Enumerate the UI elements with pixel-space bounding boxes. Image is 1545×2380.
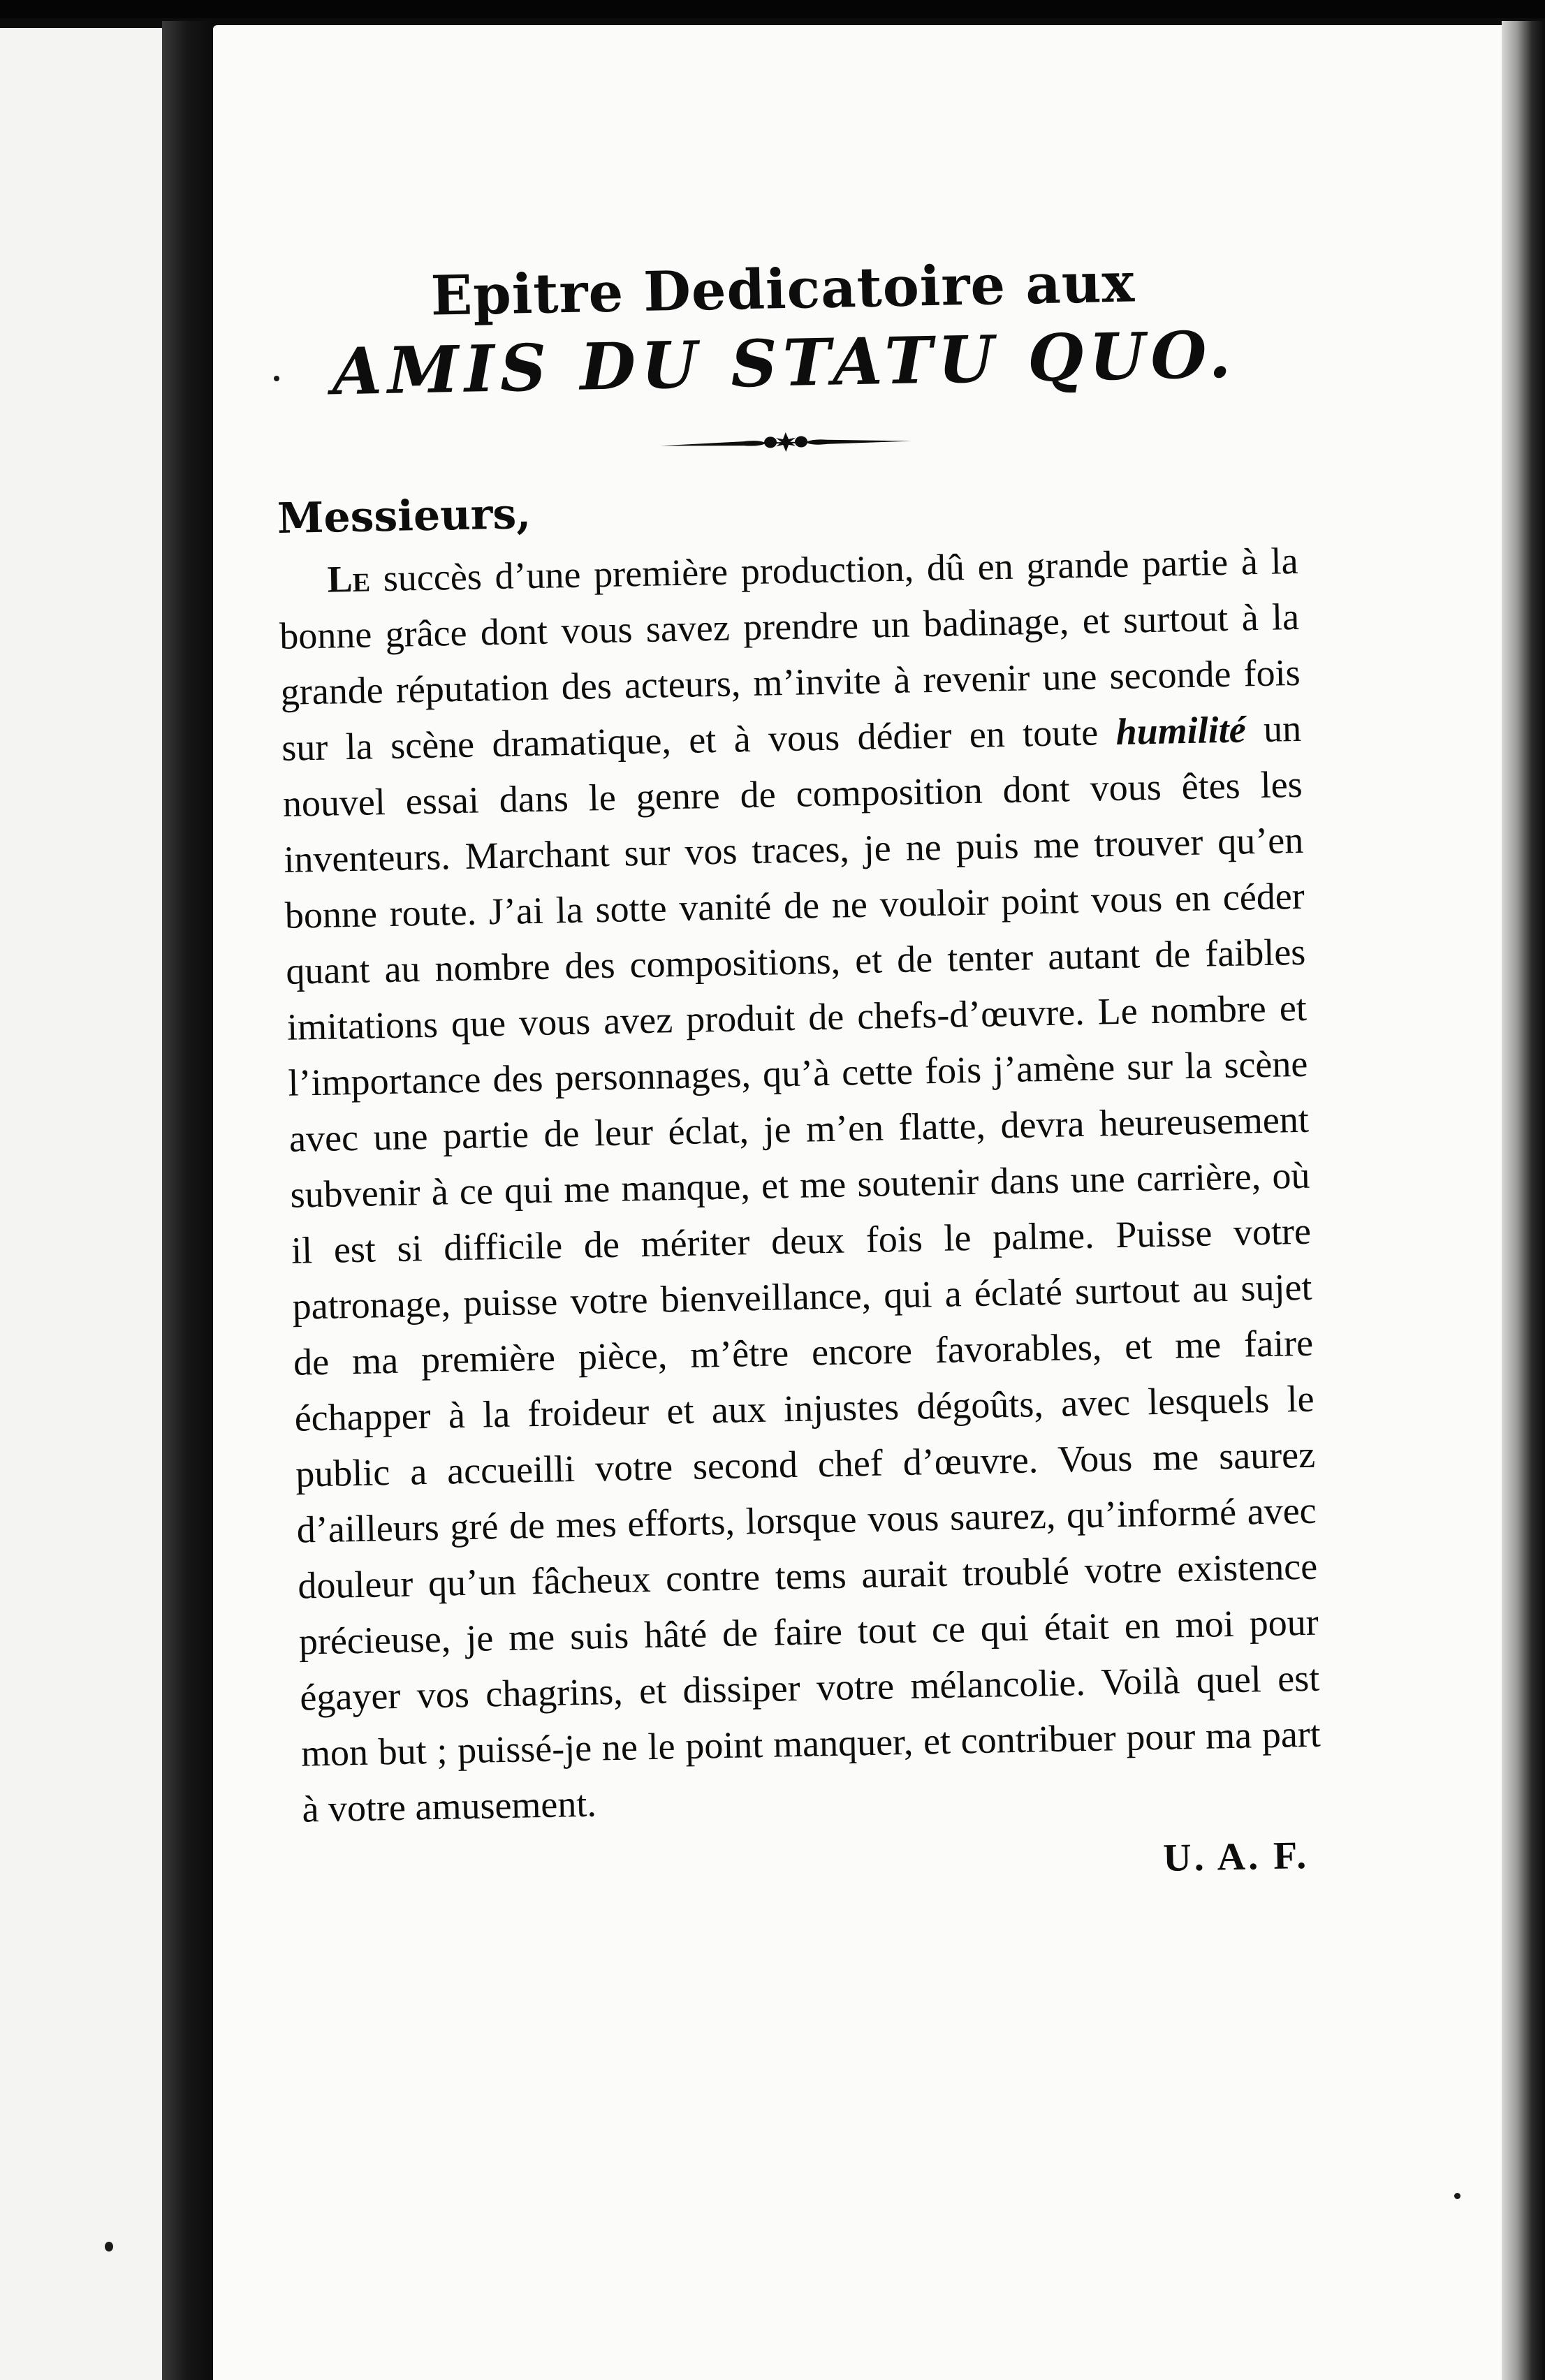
opening-word: Le — [327, 557, 371, 601]
ornamental-rule-icon — [660, 425, 912, 458]
body-text-part-1: succès d’une première production, dû en grande partie à la bonne grâce dont vous savez prendre un badinage, et surtout à la grande réputation des acteurs, m’invite à revenir une seconde fois sur la scène dramatique, et à vous dédier en toute — [279, 539, 1301, 769]
body-text-part-2: un nouvel essai dans le genre de composition dont vous êtes les inventeurs. Marchant sur vos traces, je ne puis me trouver qu’en bonne route. J’ai la sotte vanité de ne vouloir point vous en céder quant au nombre des compositions, et de tenter autant de faibles imitations que vous avez produit de chefs-d’œuvre. Le nombre et l’importance des personnages, qu’à cette fois j’amène sur la scène avec une partie de leur éclat, je m’en flatte, devra heureusement subvenir à ce qui me manque, et me soutenir dans une carrière, où il est si difficile de mériter deux fois le palme. Puisse votre patronage, puisse votre bienveillance, qui a éclaté surtout au sujet de ma première pièce, m’être encore favorables, et me faire échapper à la froideur et aux injustes dégoûts, avec lesquels le public a accueilli votre second chef d’œuvre. Vous me saurez d’ailleurs gré de mes efforts, lorsque vous saurez, qu’informé avec douleur qu’un fâcheux contre tems aurait troublé votre existence précieuse, je me suis hâté de faire tout ce qui était en moi pour égayer vos chagrins, et dissiper votre mélancolie. Voilà quel est mon but ; puissé-je ne le point manquer, et contribuer pour ma part à votre amusement. — [282, 707, 1321, 1830]
signature-initials: U. A. F. — [1162, 1833, 1310, 1880]
scan-top-border — [0, 0, 1545, 18]
page-subtitle: AMIS DU STATU QUO. — [331, 316, 1238, 410]
speck — [1454, 2193, 1460, 2199]
dedication-body — [278, 533, 1322, 1837]
emphasized-word: humilité — [1115, 708, 1247, 753]
right-page-edge — [1502, 21, 1545, 2380]
left-page-edge — [0, 28, 162, 2380]
dedication-text-block — [272, 249, 1324, 1897]
salutation: Messieurs, — [277, 489, 532, 543]
speck — [105, 2242, 113, 2252]
book-gutter-shadow — [162, 21, 218, 2380]
page-title: Epitre Dedicatoire aux — [430, 251, 1136, 328]
